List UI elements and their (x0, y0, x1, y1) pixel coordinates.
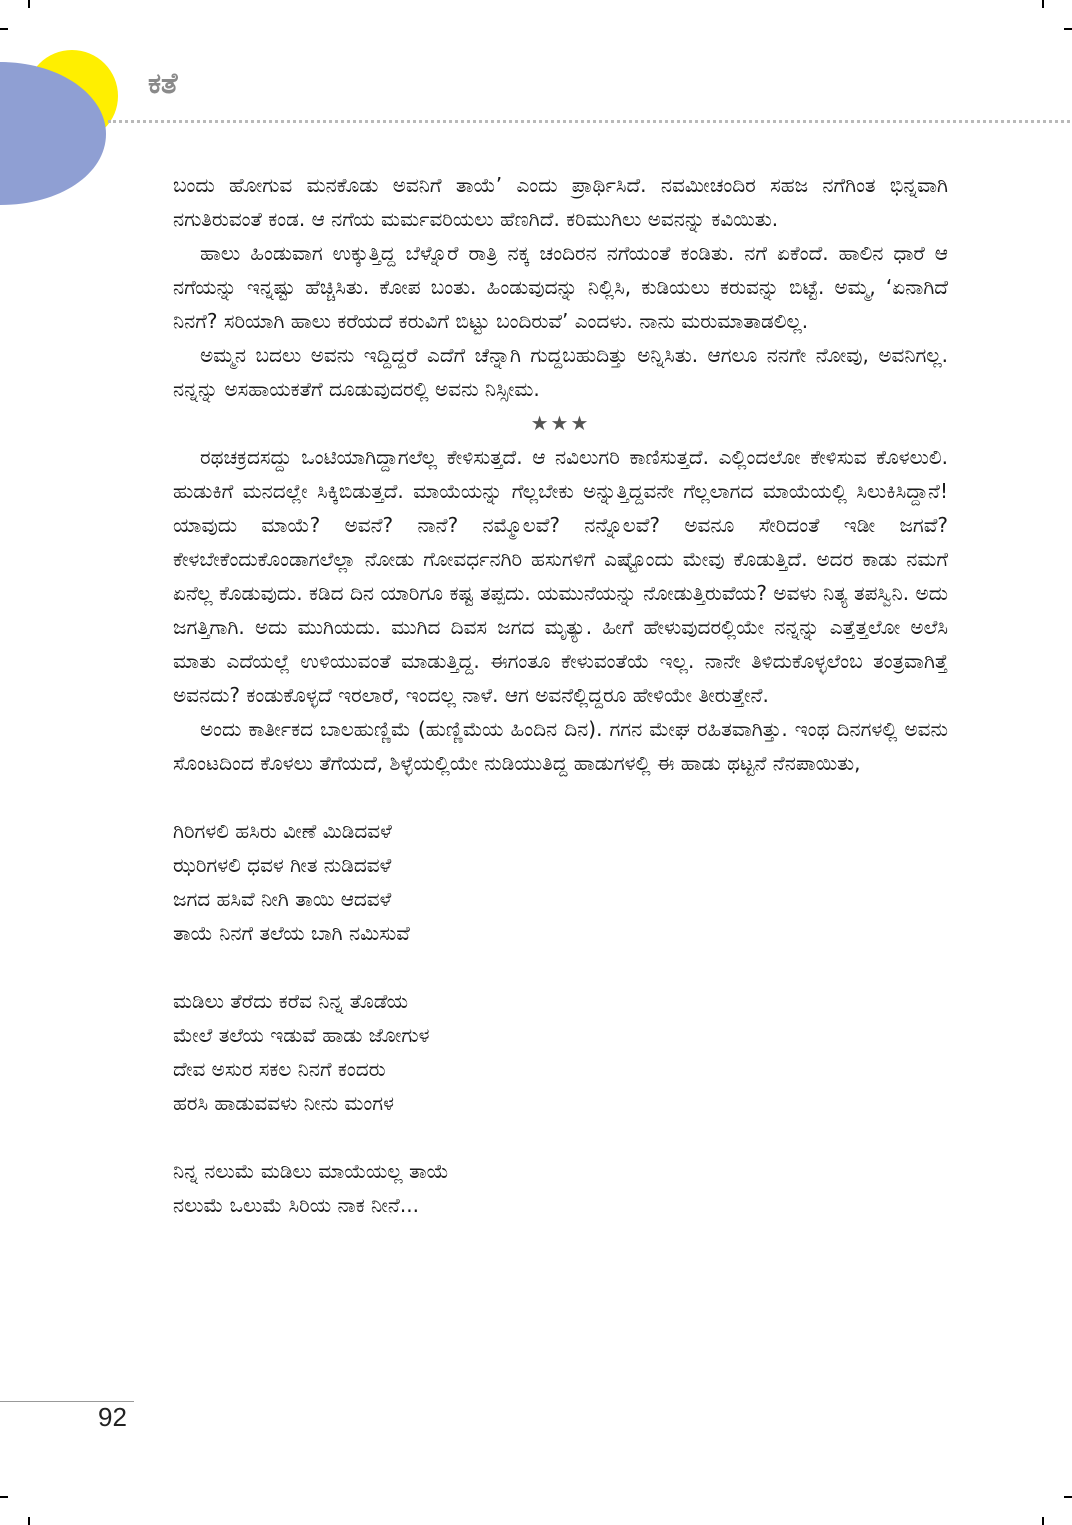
crop-mark-bottom-right (1042, 1517, 1044, 1525)
poem-line: ಗಿರಿಗಳಲಿ ಹಸಿರು ವೀಣೆ ಮಿಡಿದವಳೆ (173, 819, 392, 843)
poem-line: ನಿನ್ನ ನಲುಮೆ ಮಡಿಲು ಮಾಯೆಯಲ್ಲ ತಾಯೆ (173, 1159, 449, 1183)
poem-stanza-2 (173, 984, 948, 1120)
poem-line: ಮಡಿಲು ತೆರೆದು ಕರೆವ ನಿನ್ನ ತೊಡೆಯ (173, 989, 409, 1013)
paragraph-3: ಅಮ್ಮನ ಬದಲು ಅವನು ಇದ್ದಿದ್ದರೆ ಎದೆಗೆ ಚೆನ್ನಾಗಿ ಗುದ್ದಬಹುದಿತ್ತು ಅನ್ನಿಸಿತು. ಆಗಲೂ ನನಗೇ ನೋವು, ಅವನಿಗಲ್ಲ. ನನ್ನನ್ನು ಅಸಹಾಯಕತೆಗೆ ದೂಡುವುದರಲ್ಲಿ ಅವನು ನಿಸ್ಸೀಮ. (173, 343, 948, 401)
poem-line: ತಾಯೆ ನಿನಗೆ ತಲೆಯ ಬಾಗಿ ನಮಿಸುವೆ (173, 921, 410, 945)
crop-mark-top-right-h (1064, 28, 1072, 30)
crop-mark-top-right (1042, 0, 1044, 8)
poem-line: ಹರಸಿ ಹಾಡುವವಳು ನೀನು ಮಂಗಳ (173, 1091, 394, 1115)
poem-line: ದೇವ ಅಸುರ ಸಕಲ ನಿನಗೆ ಕಂದರು (173, 1057, 386, 1081)
poem-line: ಮೇಲೆ ತಲೆಯ ಇಡುವೆ ಹಾಡು ಜೋಗುಳ (173, 1023, 430, 1047)
section-divider-stars: ★★★ (530, 411, 591, 435)
header-dotted-rule (108, 120, 1070, 123)
section-title: ಕತೆ (148, 66, 178, 100)
poem-line: ನಲುಮೆ ಒಲುಮೆ ಸಿರಿಯ ನಾಕ ನೀನೆ... (173, 1193, 419, 1217)
paragraph-1: ಬಂದು ಹೋಗುವ ಮನಕೊಡು ಅವನಿಗೆ ತಾಯೆ’ ಎಂದು ಪ್ರಾರ್ಥಿಸಿದೆ. ನವಮೀಚಂದಿರ ಸಹಜ ನಗೆಗಿಂತ ಭಿನ್ನವಾಗಿ ನಗುತಿರುವಂತೆ ಕಂಡ. ಆ ನಗೆಯ ಮರ್ಮವರಿಯಲು ಹೆಣಗಿದೆ. ಕರಿಮುಗಿಲು ಅವನನ್ನು ಕವಿಯಿತು. (173, 173, 948, 231)
paragraph-5: ಅಂದು ಕಾರ್ತೀಕದ ಬಾಲಹುಣ್ಣಿಮೆ (ಹುಣ್ಣಿಮೆಯ ಹಿಂದಿನ ದಿನ). ಗಗನ ಮೇಘ ರಹಿತವಾಗಿತ್ತು. ಇಂಥ ದಿನಗಳಲ್ಲಿ ಅವನು ಸೊಂಟದಿಂದ ಕೊಳಲು ತೆಗೆಯದೆ, ಶಿಳ್ಳೆಯಲ್ಲಿಯೇ ನುಡಿಯುತಿದ್ದ ಹಾಡುಗಳಲ್ಲಿ ಈ ಹಾಡು ಥಟ್ಟನೆ ನೆನಪಾಯಿತು, (173, 717, 948, 775)
paragraph-4: ರಥಚಕ್ರದಸದ್ದು ಒಂಟಿಯಾಗಿದ್ದಾಗಲೆಲ್ಲ ಕೇಳಿಸುತ್ತದೆ. ಆ ನವಿಲುಗರಿ ಕಾಣಿಸುತ್ತದೆ. ಎಲ್ಲಿಂದಲೋ ಕೇಳಿಸುವ ಕೊಳಲುಲಿ. ಹುಡುಕಿಗೆ ಮನದಲ್ಲೇ ಸಿಕ್ಕಿಬಿಡುತ್ತದೆ. ಮಾಯೆಯನ್ನು ಗೆಲ್ಲಬೇಕು ಅನ್ನುತ್ತಿದ್ದವನೇ ಗೆಲ್ಲಲಾಗದ ಮಾಯೆಯಲ್ಲಿ ಸಿಲುಕಿಸಿದ್ದಾನೆ! ಯಾವುದು ಮಾಯೆ? ಅವನೆ? ನಾನೆ? ನಮ್ಮೊಲವೆ? ನನ್ನೊಲವೆ? ಅವನೂ ಸೇರಿದಂತೆ ಇಡೀ ಜಗವೆ? ಕೇಳಬೇಕೆಂದುಕೊಂಡಾಗಲೆಲ್ಲಾ ನೋಡು ಗೋವರ್ಧನಗಿರಿ ಹಸುಗಳಿಗೆ ಎಷ್ಟೊಂದು ಮೇವು ಕೊಡುತ್ತಿದೆ. ಅದರ ಕಾಡು ನಮಗೆ ಏನೆಲ್ಲ ಕೊಡುವುದು. ಕಡಿದ ದಿನ ಯಾರಿಗೂ ಕಷ್ಟ ತಪ್ಪದು. ಯಮುನೆಯನ್ನು ನೋಡುತ್ತಿರುವೆಯ? ಅವಳು ನಿತ್ಯ ತಪಸ್ವಿನಿ. ಅದು ಜಗತ್ತಿಗಾಗಿ. ಅದು ಮುಗಿಯದು. ಮುಗಿದ ದಿವಸ ಜಗದ ಮೃತ್ಯು. ಹೀಗೆ ಹೇಳುವುದರಲ್ಲಿಯೇ ನನ್ನನ್ನು ಎತ್ತೆತ್ತಲೋ ಅಲೆಸಿ ಮಾತು ಎದೆಯಲ್ಲೆ ಉಳಿಯುವಂತೆ ಮಾಡುತ್ತಿದ್ದ. ಈಗಂತೂ ಕೇಳುವಂತೆಯೆ ಇಲ್ಲ. ನಾನೇ ತಿಳಿದುಕೊಳ್ಳಲೆಂಬ ತಂತ್ರವಾಗಿತ್ತೆ ಅವನದು? ಕಂಡುಕೊಳ್ಳದೆ ಇರಲಾರೆ, ಇಂದಲ್ಲ ನಾಳೆ. ಆಗ ಅವನೆಲ್ಲಿದ್ದರೂ ಹೇಳಿಯೇ ತೀರುತ್ತೇನೆ. (173, 445, 948, 707)
crop-mark-bottom-left-h (0, 1496, 8, 1498)
poem-line: ಝರಿಗಳಲಿ ಧವಳ ಗೀತ ನುಡಿದವಳೆ (173, 853, 392, 877)
poem (173, 814, 948, 1222)
page-number: 92 (98, 1402, 127, 1432)
story-content (173, 168, 948, 1222)
poem-line: ಜಗದ ಹಸಿವೆ ನೀಗಿ ತಾಯಿ ಆದವಳೆ (173, 887, 392, 911)
poem-stanza-3 (173, 1154, 948, 1222)
paragraph-2: ಹಾಲು ಹಿಂಡುವಾಗ ಉಕ್ಕುತ್ತಿದ್ದ ಬೆಳ್ನೊರೆ ರಾತ್ರಿ ನಕ್ಕ ಚಂದಿರನ ನಗೆಯಂತೆ ಕಂಡಿತು. ನಗೆ ಏಕೆಂದೆ. ಹಾಲಿನ ಧಾರೆ ಆ ನಗೆಯನ್ನು ಇನ್ನಷ್ಟು ಹೆಚ್ಚಿಸಿತು. ಕೋಪ ಬಂತು. ಹಿಂಡುವುದನ್ನು ನಿಲ್ಲಿಸಿ, ಕುಡಿಯಲು ಕರುವನ್ನು ಬಿಟ್ಟೆ. ಅಮ್ಮ, ‘ಏನಾಗಿದೆ ನಿನಗೆ? ಸರಿಯಾಗಿ ಹಾಲು ಕರೆಯದೆ ಕರುವಿಗೆ ಬಿಟ್ಟು ಬಂದಿರುವೆ’ ಎಂದಳು. ನಾನು ಮರುಮಾತಾಡಲಿಲ್ಲ. (173, 241, 948, 333)
crop-mark-bottom-right-h (1064, 1496, 1072, 1498)
crop-mark-bottom-left (28, 1517, 30, 1525)
poem-stanza-1 (173, 814, 948, 950)
